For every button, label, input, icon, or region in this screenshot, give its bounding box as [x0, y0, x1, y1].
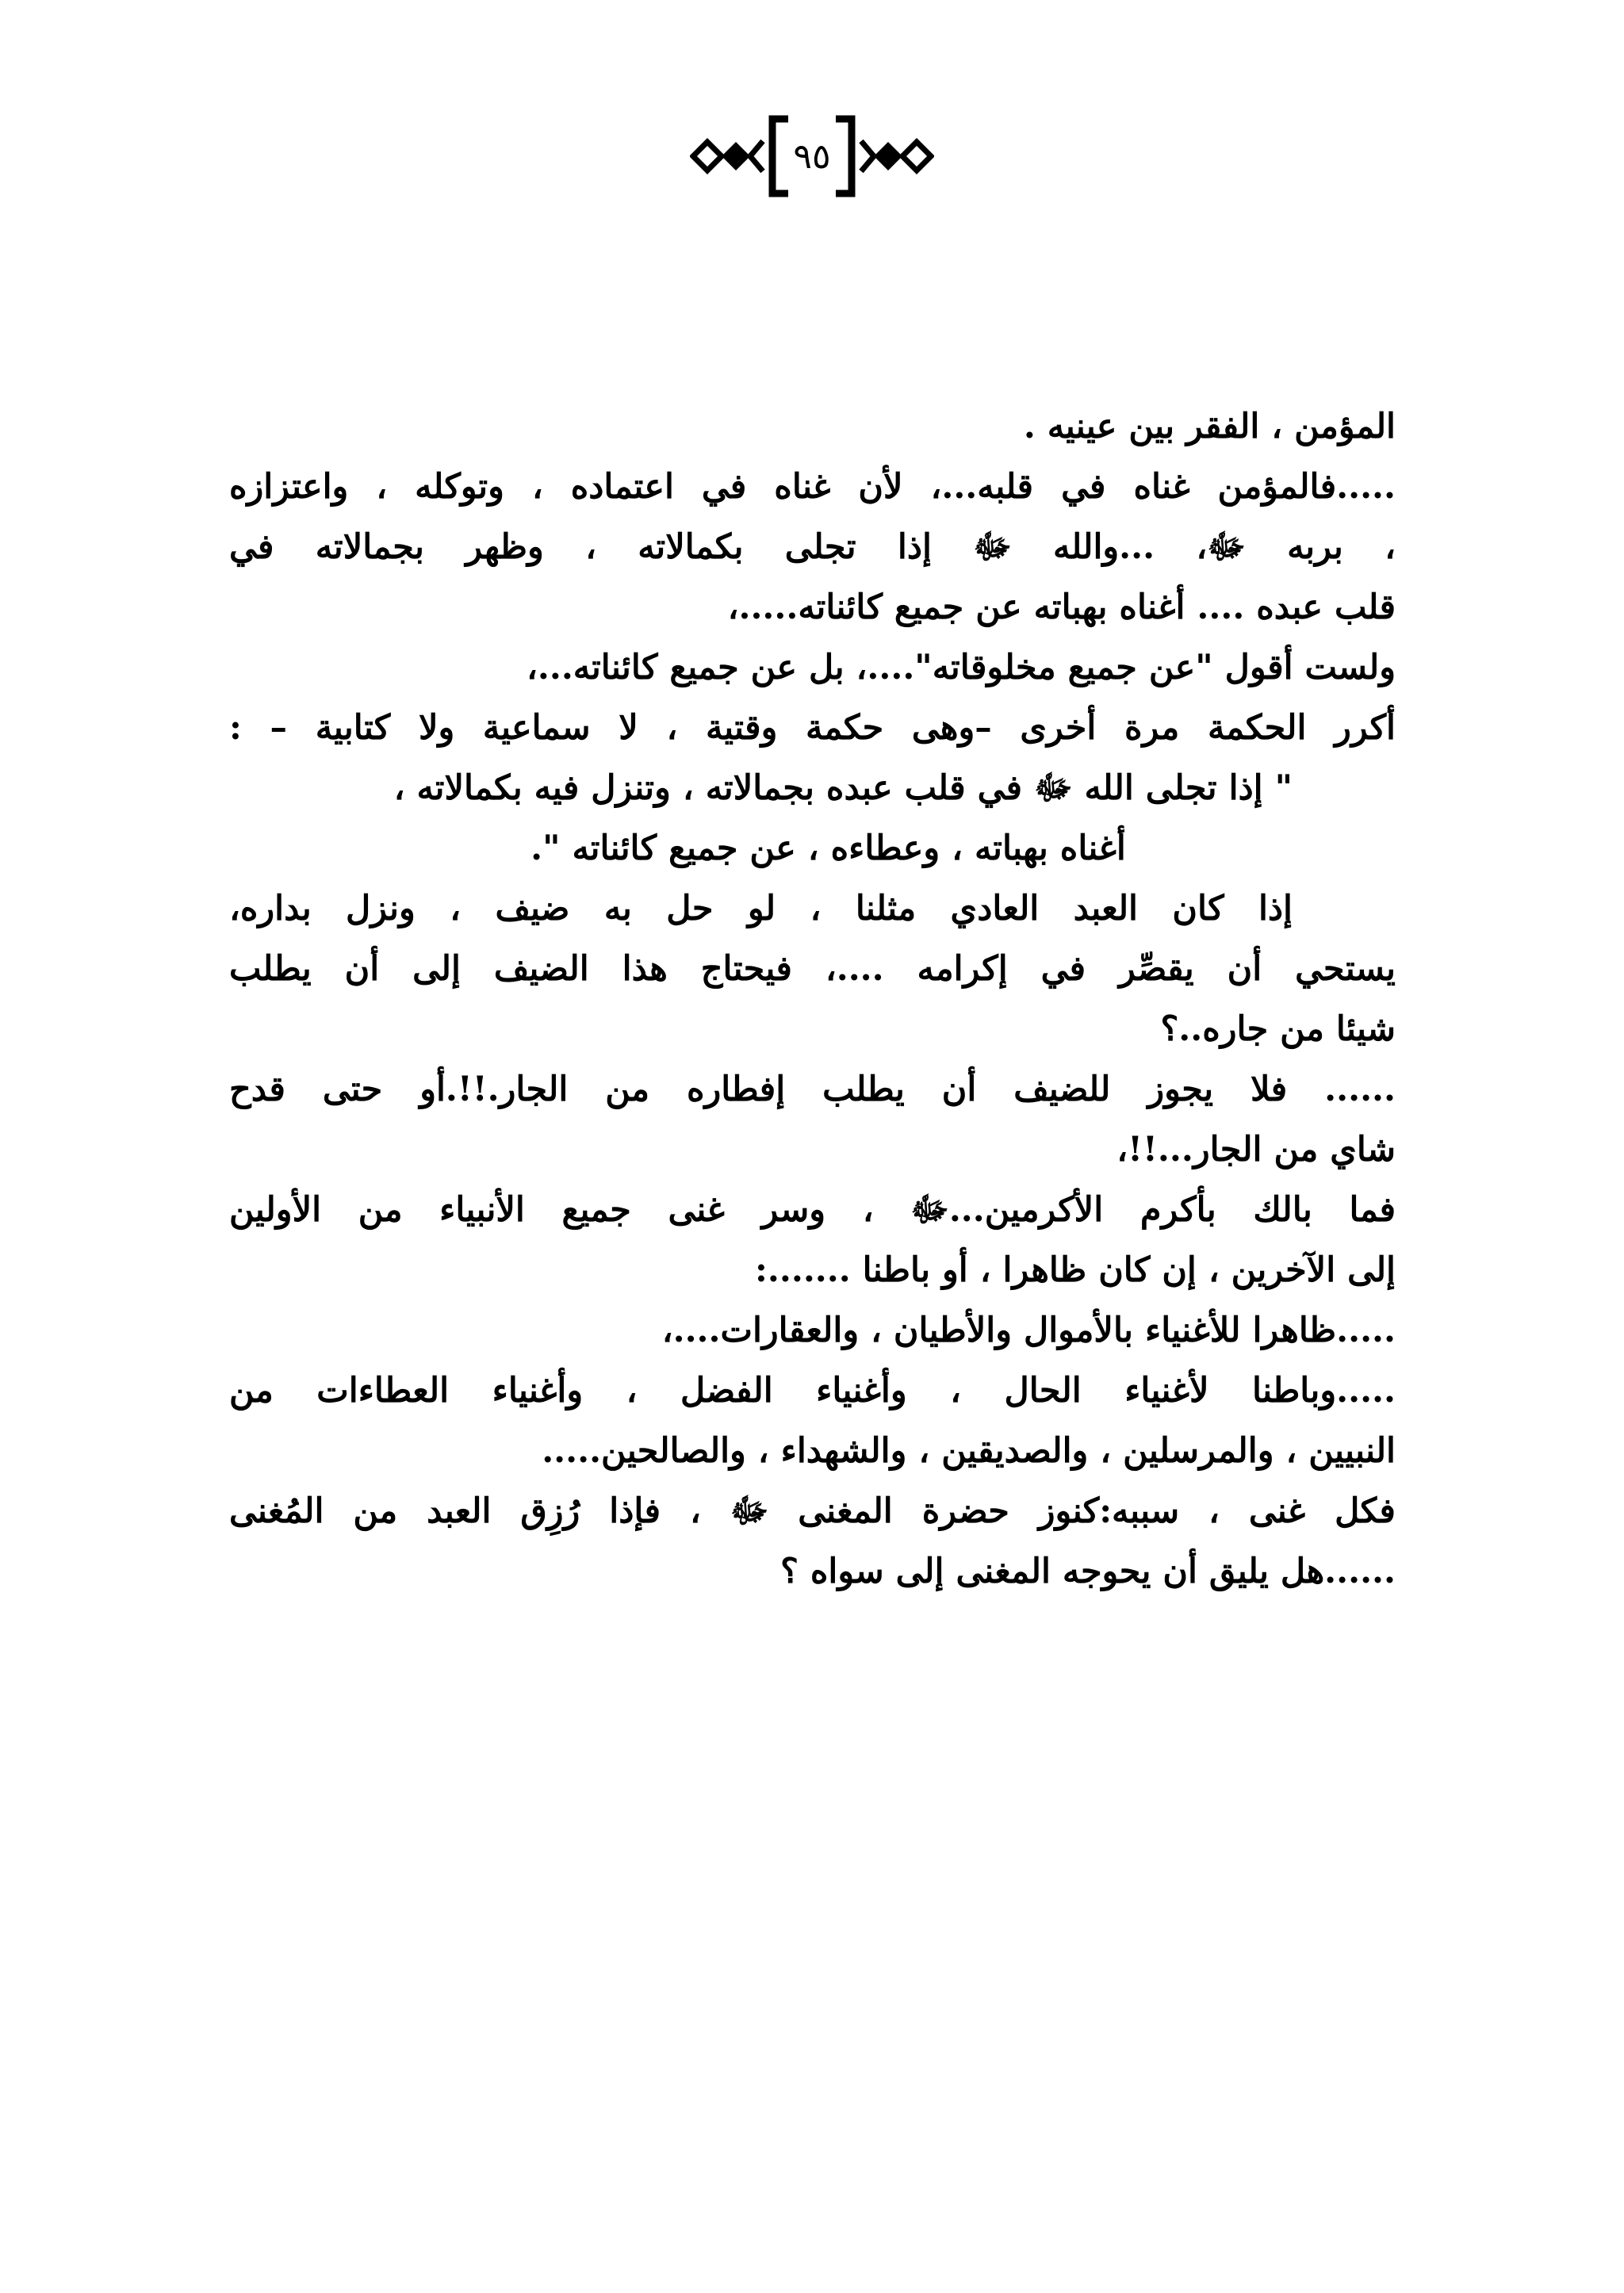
text-line: أكرر الحكمة مرة أخرى –وهى حكمة وقتية ، لا سماعية ولا كتابية – :: [229, 708, 1396, 748]
text-line: فما بالك بأكرم الأكرمين...ﷻ ، وسر غنى جميع الأنبياء من الأولين: [229, 1190, 1396, 1230]
text-line: يستحي أن يقصِّر في إكرامه ....، فيحتاج هذا الضيف إلى أن يطلب: [229, 949, 1396, 989]
quote-line: " إذا تجلى الله ﷻ في قلب عبده بجمالاته ، وتنزل فيه بكمالاته ،: [393, 768, 1293, 808]
bracket-right-icon: [831, 113, 858, 200]
ornament-right-icon: [858, 128, 934, 184]
text-line: شاي من الجار...!!،: [1116, 1130, 1396, 1169]
page-header: [0, 113, 1624, 200]
bracket-left-icon: [766, 113, 793, 200]
text-line: ولست أقول "عن جميع مخلوقاته"....، بل عن جميع كائناته...،: [527, 648, 1396, 687]
text-line: شيئا من جاره..؟: [1160, 1009, 1396, 1049]
text-line: .....فالمؤمن غناه في قلبه...، لأن غناه في اعتماده ، وتوكله ، واعتزازه: [229, 467, 1396, 507]
text-line: .....وباطنا لأغنياء الحال ، وأغنياء الفضل ، وأغنياء العطاءات من: [229, 1371, 1396, 1411]
text-line: قلب عبده .... أغناه بهباته عن جميع كائناته.....،: [727, 588, 1396, 627]
text-line: فكل غنى ، سببه:كنوز حضرة المغنى ﷻ ، فإذا رُزِق العبد من المُغنى: [229, 1491, 1396, 1531]
page-number: ٩٥: [793, 136, 831, 177]
text-line: ......هل يليق أن يحوجه المغنى إلى سواه ؟: [780, 1552, 1396, 1591]
text-line: ، بربه ﷻ، ...والله ﷻ إذا تجلى بكمالاته ، وظهر بجمالاته في: [229, 527, 1396, 567]
body-text: [229, 396, 1396, 1602]
text-line: النبيين ، والمرسلين ، والصديقين ، والشهداء ، والصالحين.....: [542, 1431, 1396, 1471]
text-line: .....ظاهرا للأغنياء بالأموال والأطيان ، والعقارات....،: [661, 1311, 1396, 1350]
text-line: ...... فلا يجوز للضيف أن يطلب إفطاره من الجار.!!.أو حتى قدح: [229, 1070, 1396, 1109]
text-line: إلى الآخرين ، إن كان ظاهرا ، أو باطنا .......:: [755, 1250, 1396, 1290]
quote-line: أغناه بهباته ، وعطاءه ، عن جميع كائناته ".: [530, 829, 1126, 868]
text-line: المؤمن ، الفقر بين عينيه .: [1023, 407, 1396, 446]
text-line: إذا كان العبد العادي مثلنا ، لو حل به ضيف ، ونزل بداره،: [229, 889, 1293, 928]
ornament-left-icon: [690, 128, 766, 184]
